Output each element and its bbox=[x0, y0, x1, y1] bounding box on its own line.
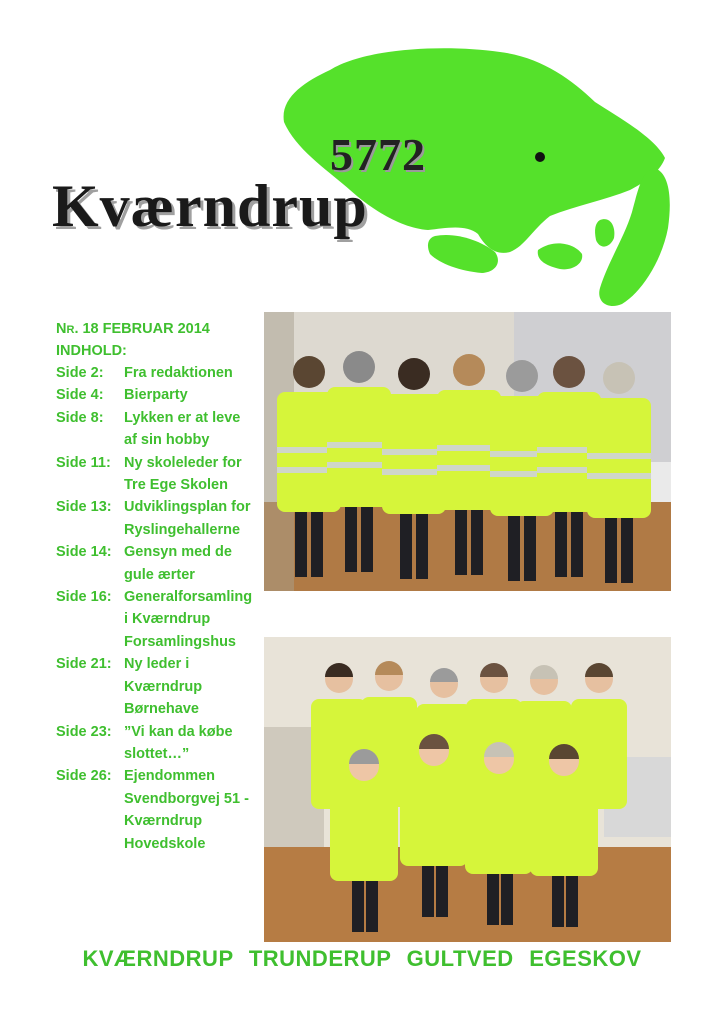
photo-group-backs bbox=[264, 312, 671, 591]
toc-item-page: Side 11: bbox=[56, 454, 111, 471]
table-of-contents bbox=[56, 318, 252, 855]
toc-item bbox=[56, 653, 252, 720]
toc-item-title: Fra redaktionen bbox=[124, 365, 233, 381]
masthead-dot bbox=[535, 152, 545, 162]
toc-list bbox=[56, 362, 252, 855]
toc-item-title: Udviklingsplan for Ryslingehallerne bbox=[124, 499, 251, 538]
toc-item-title: Generalforsamling i Kværndrup Forsamlingshus bbox=[124, 589, 253, 650]
issue-date: . 18 FEBRUAR 2014 bbox=[74, 321, 210, 337]
toc-item-page: Side 14: bbox=[56, 544, 112, 561]
issue-prefix-small: R bbox=[66, 324, 75, 336]
masthead-town-name: Kværndrup bbox=[52, 173, 368, 239]
toc-item bbox=[56, 721, 252, 766]
toc-title: INDHOLD: bbox=[56, 343, 127, 359]
toc-item-title: Ejendommen Svendborgvej 51 - Kværndrup Hovedskole bbox=[124, 768, 249, 852]
toc-item bbox=[56, 362, 252, 384]
issue-prefix: N bbox=[56, 321, 67, 337]
toc-item-page: Side 23: bbox=[56, 723, 112, 740]
toc-item bbox=[56, 765, 252, 855]
masthead-zip-code: 5772 bbox=[330, 129, 426, 180]
toc-item-page: Side 26: bbox=[56, 768, 112, 785]
toc-item-title: Bierparty bbox=[124, 387, 188, 404]
toc-item-page: Side 8: bbox=[56, 409, 104, 426]
toc-item-page: Side 2: bbox=[56, 365, 104, 381]
toc-item-page: Side 16: bbox=[56, 589, 112, 606]
toc-item-title: Lykken er at leve af sin hobby bbox=[124, 409, 241, 449]
toc-item bbox=[56, 586, 252, 653]
toc-item-title: ”Vi kan da købe slottet…” bbox=[124, 723, 233, 762]
toc-item bbox=[56, 496, 252, 541]
photo-group-front bbox=[264, 637, 671, 942]
toc-item-page: Side 13: bbox=[56, 499, 112, 516]
toc-item bbox=[56, 452, 252, 497]
toc-item-page: Side 4: bbox=[56, 387, 104, 404]
toc-item bbox=[56, 541, 252, 586]
footer-villages: KVÆRNDRUP TRUNDERUP GULTVED EGESKOV bbox=[82, 946, 642, 971]
issue-line bbox=[56, 318, 252, 340]
toc-item-title: Ny skoleleder for Tre Ege Skolen bbox=[124, 454, 242, 494]
toc-item-page: Side 21: bbox=[56, 656, 112, 673]
toc-item-title: Gensyn med de gule ærter bbox=[124, 544, 232, 583]
toc-item bbox=[56, 384, 252, 406]
toc-item bbox=[56, 407, 252, 452]
toc-item-title: Ny leder i Kværndrup Børnehave bbox=[124, 656, 203, 718]
